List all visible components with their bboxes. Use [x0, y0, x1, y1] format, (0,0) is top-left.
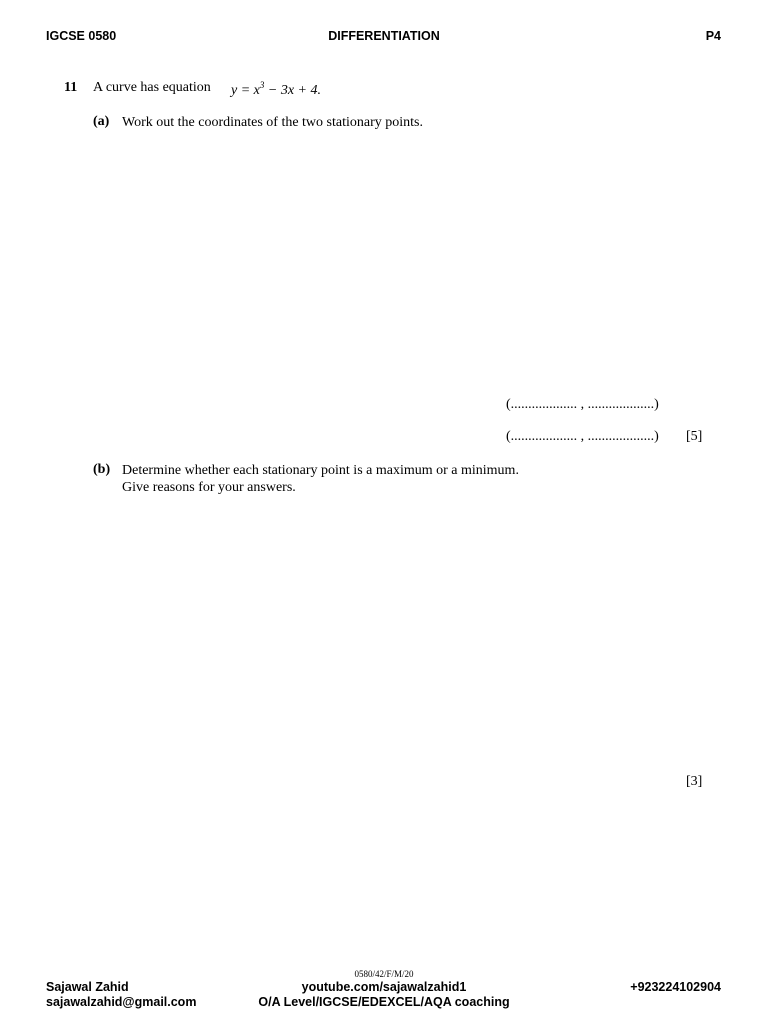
- equation-exponent: 3: [259, 80, 265, 90]
- footer-youtube: youtube.com/sajawalzahid1: [301, 980, 467, 994]
- footer-paper-code: 0580/42/F/M/20: [354, 969, 414, 979]
- footer-author-email: sajawalzahid@gmail.com: [46, 994, 197, 1009]
- question-number: 11: [64, 80, 78, 95]
- header-paper: P4: [705, 29, 721, 43]
- equation-rhs: − 3x + 4.: [264, 83, 321, 98]
- part-b-marks: [3]: [686, 774, 703, 789]
- question-stem: A curve has equation: [93, 80, 211, 95]
- part-b-text-line-2: Give reasons for your answers.: [122, 480, 296, 495]
- footer-author-name: Sajawal Zahid: [46, 980, 129, 994]
- part-a-marks: [5]: [686, 429, 703, 444]
- part-b-text-line-1: Determine whether each stationary point is a maximum or a minimum.: [122, 463, 519, 478]
- part-a-label: (a): [93, 114, 110, 129]
- part-a-text: Work out the coordinates of the two stationary points.: [122, 115, 423, 130]
- header-topic: DIFFERENTIATION: [328, 29, 440, 43]
- curve-equation: [231, 80, 321, 99]
- part-b-label: (b): [93, 462, 111, 477]
- part-a-answer-line-1[interactable]: (................... , ...................): [506, 397, 659, 412]
- footer-coaching: O/A Level/IGCSE/EDEXCEL/AQA coaching: [258, 994, 510, 1009]
- header-subject-code: IGCSE 0580: [46, 29, 117, 43]
- footer-phone: +923224102904: [630, 980, 721, 994]
- part-a-answer-line-2[interactable]: (................... , ...................): [506, 429, 659, 444]
- equation-lhs: y = x: [231, 83, 260, 98]
